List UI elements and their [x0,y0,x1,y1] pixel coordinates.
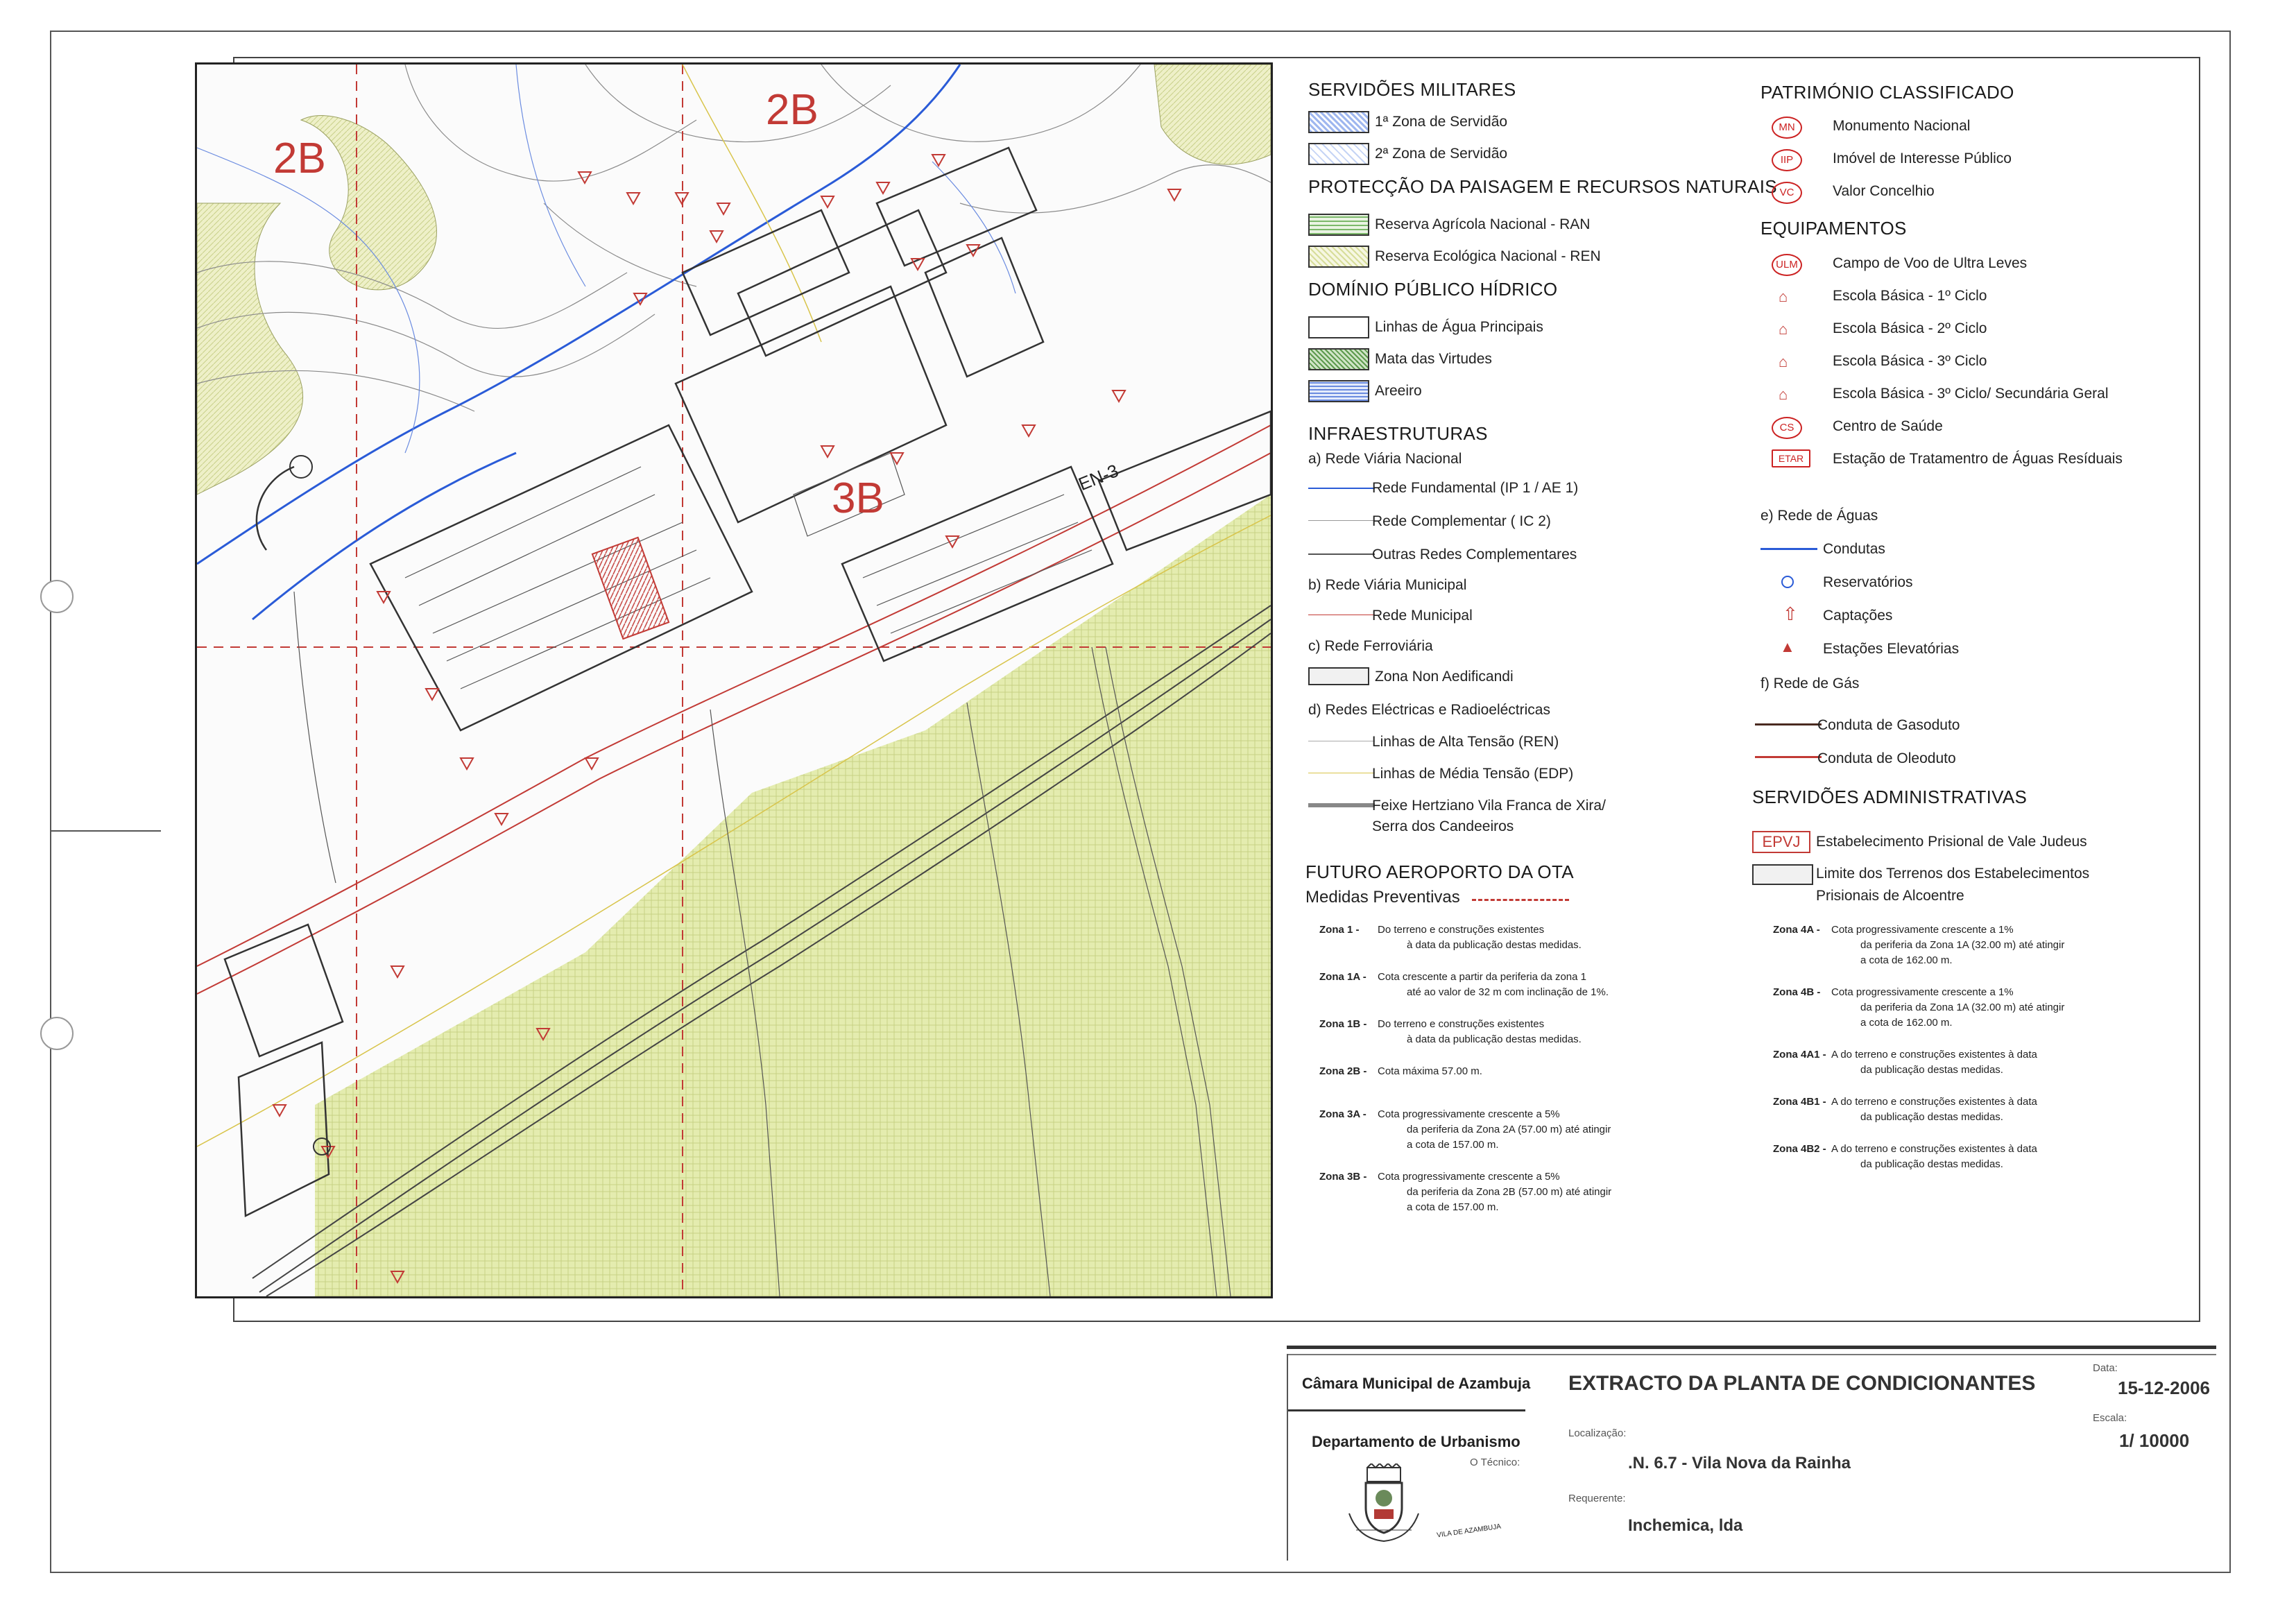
title-block [1287,1346,2216,1561]
school-icon: ⌂ [1779,386,1788,403]
zone-description: Cota crescente a partir da periferia da zona 1 [1378,971,1587,983]
legend-label: Outras Redes Complementares [1372,547,1577,563]
legend-subheading: d) Redes Eléctricas e Radioeléctricas [1308,702,1550,718]
document-title: EXTRACTO DA PLANTA DE CONDICIONANTES [1568,1372,2036,1395]
title-block-rule [1287,1346,2216,1349]
escala-label: Escala: [2093,1412,2127,1424]
legend-subheading: e) Rede de Águas [1760,508,1878,524]
zone-description: Cota progressivamente crescente a 5% [1378,1108,1560,1120]
tecnico-label: O Técnico: [1470,1457,1520,1468]
zone-code: Zona 4B1 - [1773,1096,1826,1108]
legend-heading: SERVIDÕES MILITARES [1308,79,1516,100]
zone-code: Zona 4A1 - [1773,1049,1826,1060]
legend-line [1308,488,1375,489]
legend-swatch [1308,111,1369,133]
legend-swatch [1308,348,1369,370]
zone-description: A do terreno e construções existentes à data [1831,1096,2037,1108]
zone-code: Zona 1B - [1319,1018,1367,1030]
municipal-seal [1342,1463,1425,1547]
legend-label: Monumento Nacional [1833,118,1971,134]
department: Departamento de Urbanismo [1312,1433,1520,1450]
legend-label: Linhas de Alta Tensão (REN) [1372,734,1559,750]
legend-label: Areeiro [1375,383,1422,399]
estacao-elevatoria-icon: ▲ [1780,638,1795,655]
legend-symbol-iip: IIP [1772,149,1802,171]
legend-label: Serra dos Candeeiros [1372,818,1514,834]
zone-description: Do terreno e construções existentes [1378,1018,1545,1030]
map-panel[interactable] [195,62,1273,1298]
zone-description: da periferia da Zona 2B (57.00 m) até atingir [1407,1186,1612,1198]
zone-description: A do terreno e construções existentes à data [1831,1049,2037,1060]
zone-description: A do terreno e construções existentes à data [1831,1143,2037,1155]
zone-description: da publicação destas medidas. [1860,1158,2003,1170]
legend-symbol-etar: ETAR [1772,449,1810,467]
zone-description: da periferia da Zona 1A (32.00 m) até atingir [1860,1002,2065,1013]
epvj-badge: EPVJ [1752,831,1810,853]
legend-label: Condutas [1823,541,1885,557]
legend-label: 1ª Zona de Servidão [1375,114,1508,130]
legend-label: Centro de Saúde [1833,418,1943,434]
legend-symbol-ulm: ULM [1772,254,1802,276]
data-value: 15-12-2006 [2118,1377,2210,1398]
legend-heading: PATRIMÓNIO CLASSIFICADO [1760,82,2014,103]
legend-label: Captações [1823,608,1893,624]
legend-swatch [1308,380,1369,402]
zone-description: da publicação destas medidas. [1860,1111,2003,1123]
zone-description: Cota progressivamente crescente a 5% [1378,1171,1560,1183]
legend-label: Estações Elevatórias [1823,641,1960,657]
legend-label: Valor Concelhio [1833,183,1935,199]
zone-label: 3B [832,474,884,522]
legend-swatch [1308,143,1369,165]
legend-label: Linhas de Média Tensão (EDP) [1372,766,1574,782]
map-drawing [197,65,1271,1296]
legend-label: Rede Fundamental (IP 1 / AE 1) [1372,480,1579,496]
zone-code: Zona 4B2 - [1773,1143,1826,1155]
legend-label: Reserva Ecológica Nacional - REN [1375,248,1601,264]
legend-heading: EQUIPAMENTOS [1760,218,1907,239]
zone-description: a cota de 157.00 m. [1407,1139,1499,1151]
legend-label: Conduta de Gasoduto [1817,717,1960,733]
legend-label: Linhas de Água Principais [1375,319,1543,335]
legend-label: Escola Básica - 3º Ciclo [1833,353,1987,369]
requerente-value: Inchemica, lda [1628,1516,1743,1535]
legend-label: Conduta de Oleoduto [1817,750,1956,766]
legend-heading: PROTECÇÃO DA PAISAGEM E RECURSOS NATURAIS [1308,176,1777,197]
data-label: Data: [2093,1362,2118,1374]
zone-label: 2B [766,86,819,134]
legend-line [1472,899,1569,901]
zone-description: até ao valor de 32 m com inclinação de 1%. [1407,986,1609,998]
legend-line [1760,548,1817,550]
legend-label: Escola Básica - 3º Ciclo/ Secundária Geral [1833,386,2109,402]
seal-text: VILA DE AZAMBUJA [1436,1522,1502,1540]
zone-description: Cota progressivamente crescente a 1% [1831,924,2014,936]
legend-label: Reserva Agrícola Nacional - RAN [1375,216,1591,232]
zone-description: a cota de 162.00 m. [1860,1017,1953,1029]
legend-label: Prisionais de Alcoentre [1816,888,1964,904]
legend-label: Estabelecimento Prisional de Vale Judeus [1816,834,2087,850]
legend-label: Imóvel de Interesse Público [1833,151,2012,166]
school-icon: ⌂ [1779,288,1788,305]
legend-subheading: c) Rede Ferroviária [1308,638,1433,654]
zone-description: a cota de 157.00 m. [1407,1201,1499,1213]
legend-label: Rede Complementar ( IC 2) [1372,513,1551,529]
zone-code: Zona 4B - [1773,986,1821,998]
road-label: EN-3 [1075,460,1122,495]
legend-heading: INFRAESTRUTURAS [1308,423,1488,444]
legend-label: Escola Básica - 1º Ciclo [1833,288,1987,304]
zone-code: Zona 1 - [1319,924,1360,936]
captacao-icon: ⇧ [1783,603,1798,624]
punch-hole [40,580,74,613]
legend-swatch [1308,246,1369,268]
legend [1271,62,2214,1294]
localizacao-value: .N. 6.7 - Vila Nova da Rainha [1628,1454,1851,1472]
title-block-rule [1287,1354,1288,1561]
school-icon: ⌂ [1779,320,1788,338]
legend-label: Estação de Tratamentro de Águas Resíduais [1833,451,2123,467]
legend-label: Rede Municipal [1372,608,1473,624]
legend-label: Mata das Virtudes [1375,351,1492,367]
legend-swatch [1752,864,1813,885]
legend-heading: FUTURO AEROPORTO DA OTA [1305,861,1574,882]
legend-line [1308,553,1375,555]
zone-description: Cota progressivamente crescente a 1% [1831,986,2014,998]
punch-hole [40,1017,74,1050]
legend-label: Escola Básica - 2º Ciclo [1833,320,1987,336]
legend-symbol-mn: MN [1772,117,1802,139]
zone-description: da periferia da Zona 1A (32.00 m) até atingir [1860,939,2065,951]
zone-code: Zona 3A - [1319,1108,1367,1120]
zone-code: Zona 3B - [1319,1171,1367,1183]
zone-description: Cota máxima 57.00 m. [1378,1065,1482,1077]
zone-description: à data da publicação destas medidas. [1407,939,1582,951]
zone-description: da periferia da Zona 2A (57.00 m) até atingir [1407,1124,1611,1135]
zone-description: à data da publicação destas medidas. [1407,1033,1582,1045]
legend-subheading: a) Rede Viária Nacional [1308,451,1462,467]
zone-code: Zona 2B - [1319,1065,1367,1077]
legend-label: Feixe Hertziano Vila Franca de Xira/ [1372,798,1606,814]
reservatorio-icon [1781,576,1794,588]
title-block-rule [1287,1409,1525,1411]
legend-subheading: f) Rede de Gás [1760,676,1860,692]
zone-label: 2B [273,135,326,182]
legend-symbol-vc: VC [1772,182,1802,204]
zone-code: Zona 1A - [1319,971,1367,983]
legend-line [1308,520,1375,521]
legend-line [1755,723,1822,725]
legend-line [1755,756,1822,758]
legend-swatch [1308,214,1369,236]
legend-heading: DOMÍNIO PÚBLICO HÍDRICO [1308,279,1558,300]
legend-heading: SERVIDÕES ADMINISTRATIVAS [1752,787,2028,807]
legend-label: Campo de Voo de Ultra Leves [1833,255,2028,271]
legend-subheading: Medidas Preventivas [1305,888,1460,907]
fold-mark [51,830,161,832]
zone-description: a cota de 162.00 m. [1860,954,1953,966]
title-block-rule [1287,1354,2216,1355]
legend-label: Zona Non Aedificandi [1375,669,1514,685]
zone-description: Do terreno e construções existentes [1378,924,1545,936]
legend-line [1308,803,1375,807]
school-icon: ⌂ [1779,353,1788,370]
legend-swatch [1308,667,1369,685]
org-name: Câmara Municipal de Azambuja [1302,1375,1531,1392]
legend-subheading: b) Rede Viária Municipal [1308,577,1467,593]
legend-label: Limite dos Terrenos dos Estabelecimentos [1816,866,2090,882]
legend-label: Reservatórios [1823,574,1913,590]
zone-description: da publicação destas medidas. [1860,1064,2003,1076]
legend-swatch [1308,316,1369,338]
legend-label: 2ª Zona de Servidão [1375,146,1508,162]
legend-symbol-cs: CS [1772,417,1802,439]
requerente-label: Requerente: [1568,1493,1626,1504]
escala-value: 1/ 10000 [2119,1430,2190,1451]
localizacao-label: Localização: [1568,1427,1627,1439]
zone-code: Zona 4A - [1773,924,1820,936]
